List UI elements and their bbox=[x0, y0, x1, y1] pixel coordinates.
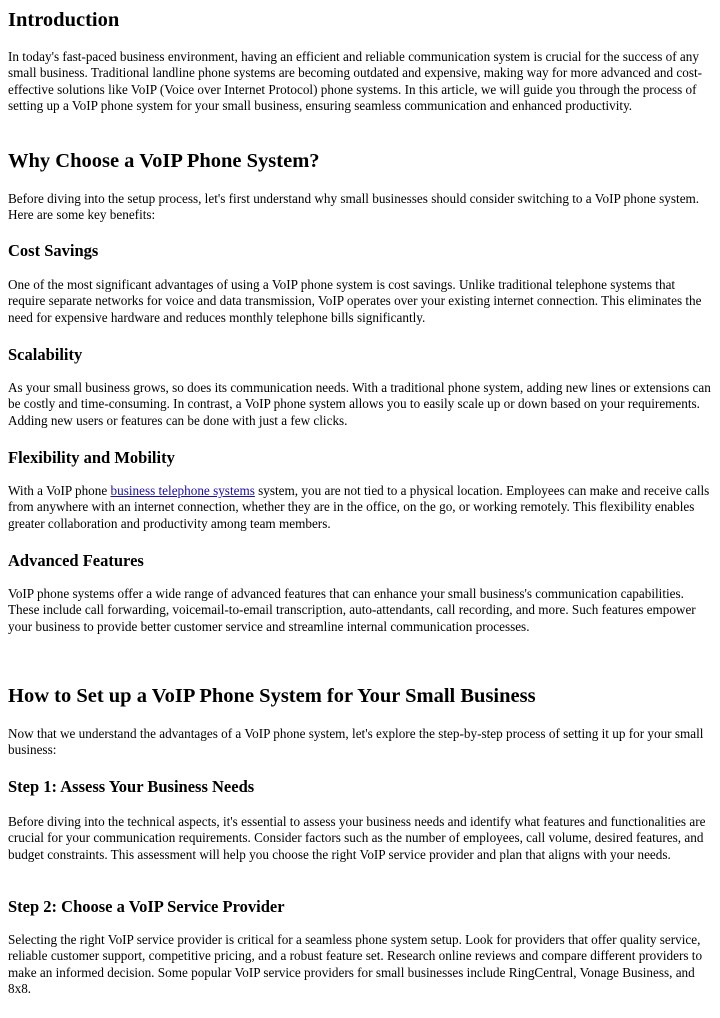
flexibility-text-after: system, you are not tied to a physical location. Employees can make and receive calls from anywhere with an internet connection, whether they are in the office, on the go, or working remotely. This flexibility enables greater collaboration and productivity among team members. bbox=[8, 483, 710, 531]
scalability-heading: Scalability bbox=[8, 345, 83, 364]
scalability-paragraph: As your small business grows, so does its communication needs. With a traditional phone system, adding new lines or extensions can be costly and time-consuming. In contrast, a VoIP phone system allows you to easily scale up or down based on your requirements. Adding new users or features can be done with just a few clicks. bbox=[8, 380, 711, 428]
why-voip-paragraph: Before diving into the setup process, let's first understand why small businesses should consider switching to a VoIP phone system. Here are some key benefits: bbox=[8, 191, 700, 223]
howto-paragraph: Now that we understand the advantages of a VoIP phone system, let's explore the step-by-step process of setting it up for your small business: bbox=[8, 726, 704, 758]
business-telephone-systems-link[interactable]: business telephone systems bbox=[110, 483, 255, 498]
cost-savings-heading: Cost Savings bbox=[8, 241, 99, 260]
step1-heading: Step 1: Assess Your Business Needs bbox=[8, 777, 255, 796]
howto-heading: How to Set up a VoIP Phone System for Your Small Business bbox=[8, 685, 536, 707]
intro-heading: Introduction bbox=[8, 9, 120, 31]
step1-paragraph: Before diving into the technical aspects, it's essential to assess your business needs and identify what features and functionalities are crucial for your communication requirements. Consider factors such as the number of employees, call volume, desired features, and budget constraints. This assessment will help you choose the right VoIP service provider and plan that aligns with your needs. bbox=[8, 814, 706, 862]
flexibility-text-before: With a VoIP phone bbox=[8, 483, 111, 498]
flexibility-heading: Flexibility and Mobility bbox=[8, 448, 175, 467]
step2-heading: Step 2: Choose a VoIP Service Provider bbox=[8, 897, 285, 916]
flexibility-paragraph bbox=[8, 483, 714, 532]
cost-savings-paragraph: One of the most significant advantages of using a VoIP phone system is cost savings. Unlike traditional telephone systems that require separate networks for voice and data transmission, VoIP operates over your existing internet connection. This eliminates the need for expensive hardware and reduces monthly telephone bills significantly. bbox=[8, 277, 702, 325]
intro-paragraph: In today's fast-paced business environment, having an efficient and reliable communication system is crucial for the success of any small business. Traditional landline phone systems are becoming outdated and expensive, making way for more advanced and cost-effective solutions like VoIP (Voice over Internet Protocol) phone systems. In this article, we will guide you through the process of setting up a VoIP phone system for your small business, ensuring seamless communication and enhanced productivity. bbox=[8, 49, 703, 114]
advanced-features-heading: Advanced Features bbox=[8, 551, 144, 570]
why-voip-heading: Why Choose a VoIP Phone System? bbox=[8, 150, 320, 172]
advanced-features-paragraph: VoIP phone systems offer a wide range of advanced features that can enhance your small business's communication capabilities. These include call forwarding, voicemail-to-email transcription, auto-attendants, call recording, and more. Such features empower your business to provide better customer service and streamline internal communication processes. bbox=[8, 586, 696, 634]
step2-paragraph: Selecting the right VoIP service provider is critical for a seamless phone system setup. Look for providers that offer quality service, reliable customer support, competitive pricing, and a robust feature set. Research online reviews and compare different providers to make an informed decision. Some popular VoIP service providers for small businesses include RingCentral, Vonage Business, and 8x8. bbox=[8, 932, 703, 997]
